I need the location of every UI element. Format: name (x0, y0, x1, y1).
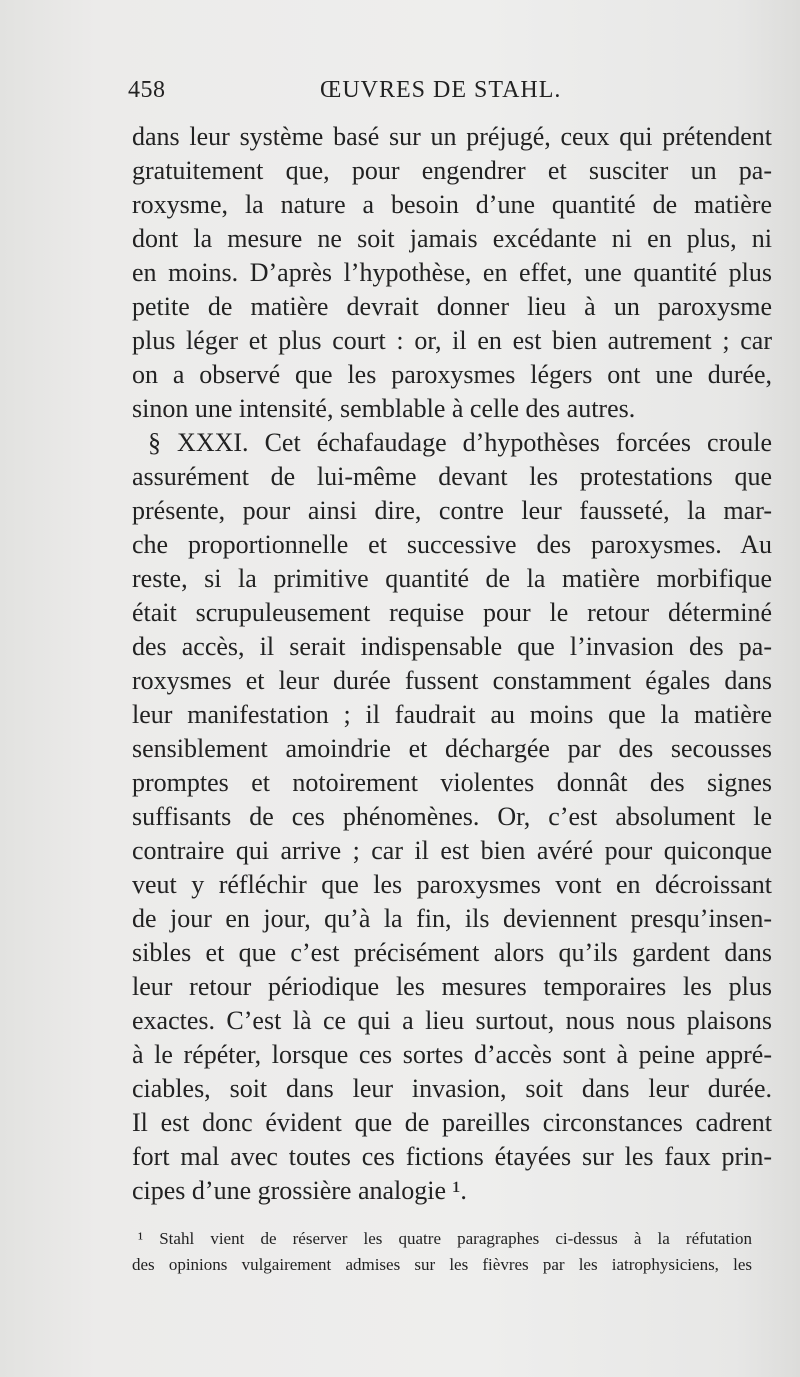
text-line: leur retour périodique les mesures temporaires les plus (132, 972, 772, 1001)
text-line: petite de matière devrait donner lieu à un paroxysme (132, 292, 772, 321)
text-line: des accès, il serait indispensable que l’invasion des pa- (132, 632, 772, 661)
text-line: veut y réfléchir que les paroxysmes vont en décroissant (132, 870, 772, 899)
page-number: 458 (128, 77, 166, 103)
section-heading-line: § XXXI. Cet échafaudage d’hypothèses forcées croule (148, 428, 772, 457)
text-line: che proportionnelle et successive des paroxysmes. Au (132, 530, 772, 559)
text-line: était scrupuleusement requise pour le retour déterminé (132, 598, 772, 627)
body-text (132, 120, 772, 1208)
text-line: cipes d’une grossière analogie ¹. (132, 1176, 467, 1205)
footnote-line: des opinions vulgairement admises sur les fièvres par les iatrophysiciens, les (132, 1255, 752, 1274)
text-line: reste, si la primitive quantité de la matière morbifique (132, 564, 772, 593)
text-line: dont la mesure ne soit jamais excédante ni en plus, ni (132, 224, 772, 253)
text-line: dans leur système basé sur un préjugé, ceux qui prétendent (132, 122, 772, 151)
text-line: leur manifestation ; il faudrait au moins que la matière (132, 700, 772, 729)
text-line: sibles et que c’est précisément alors qu’ils gardent dans (132, 938, 772, 967)
text-line: sinon une intensité, semblable à celle des autres. (132, 394, 636, 423)
text-line: fort mal avec toutes ces fictions étayées sur les faux prin- (132, 1142, 772, 1171)
text-line: de jour en jour, qu’à la fin, ils deviennent presqu’insen- (132, 904, 772, 933)
text-line: gratuitement que, pour engendrer et susciter un pa- (132, 156, 772, 185)
text-line: plus léger et plus court : or, il en est bien autrement ; car (132, 326, 772, 355)
text-line: sensiblement amoindrie et déchargée par des secousses (132, 734, 772, 763)
text-line: roxysmes et leur durée fussent constamment égales dans (132, 666, 772, 695)
text-line: présente, pour ainsi dire, contre leur fausseté, la mar- (132, 496, 772, 525)
text-line: suffisants de ces phénomènes. Or, c’est absolument le (132, 802, 772, 831)
running-title: ŒUVRES DE STAHL. (320, 77, 562, 103)
text-line: exactes. C’est là ce qui a lieu surtout, nous nous plaisons (132, 1006, 772, 1035)
text-line: roxysme, la nature a besoin d’une quantité de matière (132, 190, 772, 219)
footnote (132, 1226, 752, 1278)
text-line: à le répéter, lorsque ces sortes d’accès sont à peine appré- (132, 1040, 772, 1069)
text-line: assurément de lui-même devant les protestations que (132, 462, 772, 491)
text-line: on a observé que les paroxysmes légers ont une durée, (132, 360, 772, 389)
text-line: ciables, soit dans leur invasion, soit dans leur durée. (132, 1074, 772, 1103)
footnote-line: ¹ Stahl vient de réserver les quatre paragraphes ci-dessus à la réfutation (138, 1229, 752, 1248)
text-line: contraire qui arrive ; car il est bien avéré pour quiconque (132, 836, 772, 865)
text-line: Il est donc évident que de pareilles circonstances cadrent (132, 1108, 772, 1137)
text-line: promptes et notoirement violentes donnât des signes (132, 768, 772, 797)
text-line: en moins. D’après l’hypothèse, en effet, une quantité plus (132, 258, 772, 287)
page-header (128, 70, 688, 110)
